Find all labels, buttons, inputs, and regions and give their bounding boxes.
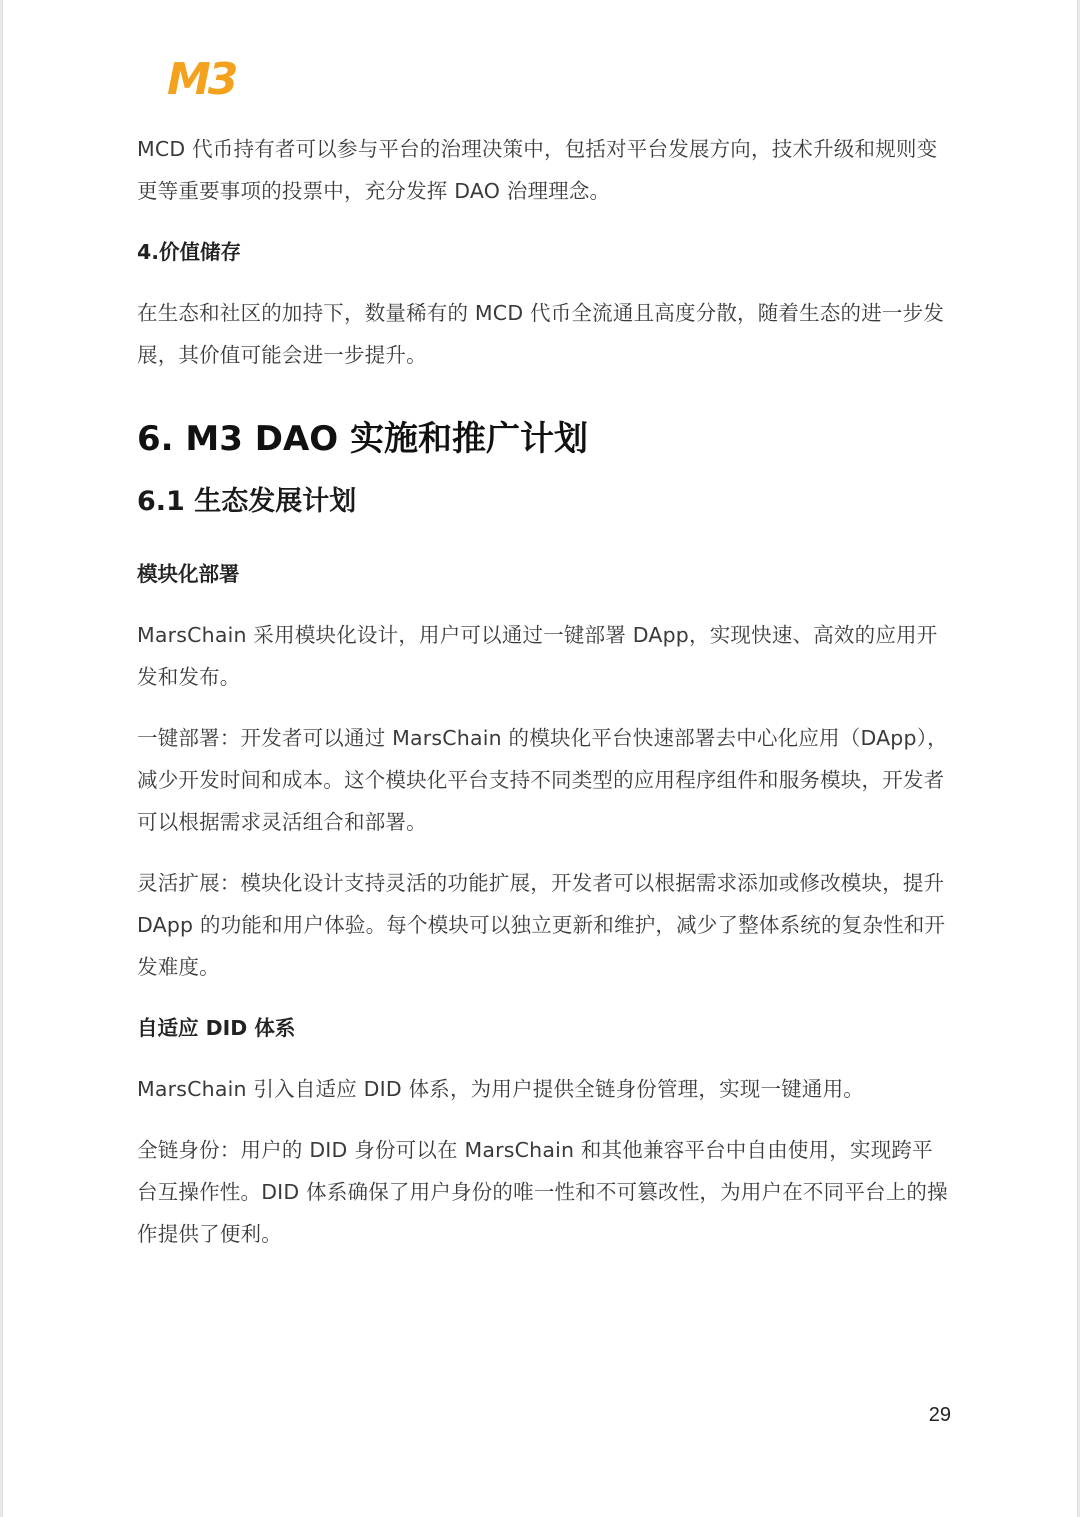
document-page: [3, 0, 1077, 1517]
subheading-modular-deployment: 模块化部署: [137, 562, 240, 586]
paragraph-modular-intro: MarsChain 采用模块化设计，用户可以通过一键部署 DApp，实现快速、高效的应用开发和发布。: [137, 623, 938, 689]
section-6-1-heading: 6.1 生态发展计划: [137, 486, 357, 517]
page-number: 29: [928, 1404, 951, 1426]
paragraph-did-intro: MarsChain 引入自适应 DID 体系，为用户提供全链身份管理，实现一键通用。: [137, 1077, 864, 1101]
paragraph-value-storage: 在生态和社区的加持下，数量稀有的 MCD 代币全流通且高度分散，随着生态的进一步发展，其价值可能会进一步提升。: [137, 301, 945, 367]
subheading-adaptive-did: 自适应 DID 体系: [137, 1016, 296, 1040]
paragraph-full-chain-identity: 全链身份：用户的 DID 身份可以在 MarsChain 和其他兼容平台中自由使用，实现跨平台互操作性。DID 体系确保了用户身份的唯一性和不可篡改性，为用户在不同平台上的操作提供了便利。: [137, 1138, 948, 1246]
paragraph-one-click-deploy: 一键部署：开发者可以通过 MarsChain 的模块化平台快速部署去中心化应用（DApp），减少开发时间和成本。这个模块化平台支持不同类型的应用程序组件和服务模块，开发者可以根据需求灵活组合和部署。: [137, 726, 948, 834]
paragraph-governance: MCD 代币持有者可以参与平台的治理决策中，包括对平台发展方向，技术升级和规则变更等重要事项的投票中，充分发挥 DAO 治理理念。: [137, 137, 938, 203]
section-6-heading: 6. M3 DAO 实施和推广计划: [137, 419, 589, 459]
paragraph-flexible-extension: 灵活扩展：模块化设计支持灵活的功能扩展，开发者可以根据需求添加或修改模块，提升 DApp 的功能和用户体验。每个模块可以独立更新和维护，减少了整体系统的复杂性和开发难度。: [137, 871, 946, 979]
subheading-value-storage: 4.价值储存: [137, 240, 242, 264]
page-content: [137, 128, 953, 1274]
m3-logo: M3: [167, 54, 236, 105]
